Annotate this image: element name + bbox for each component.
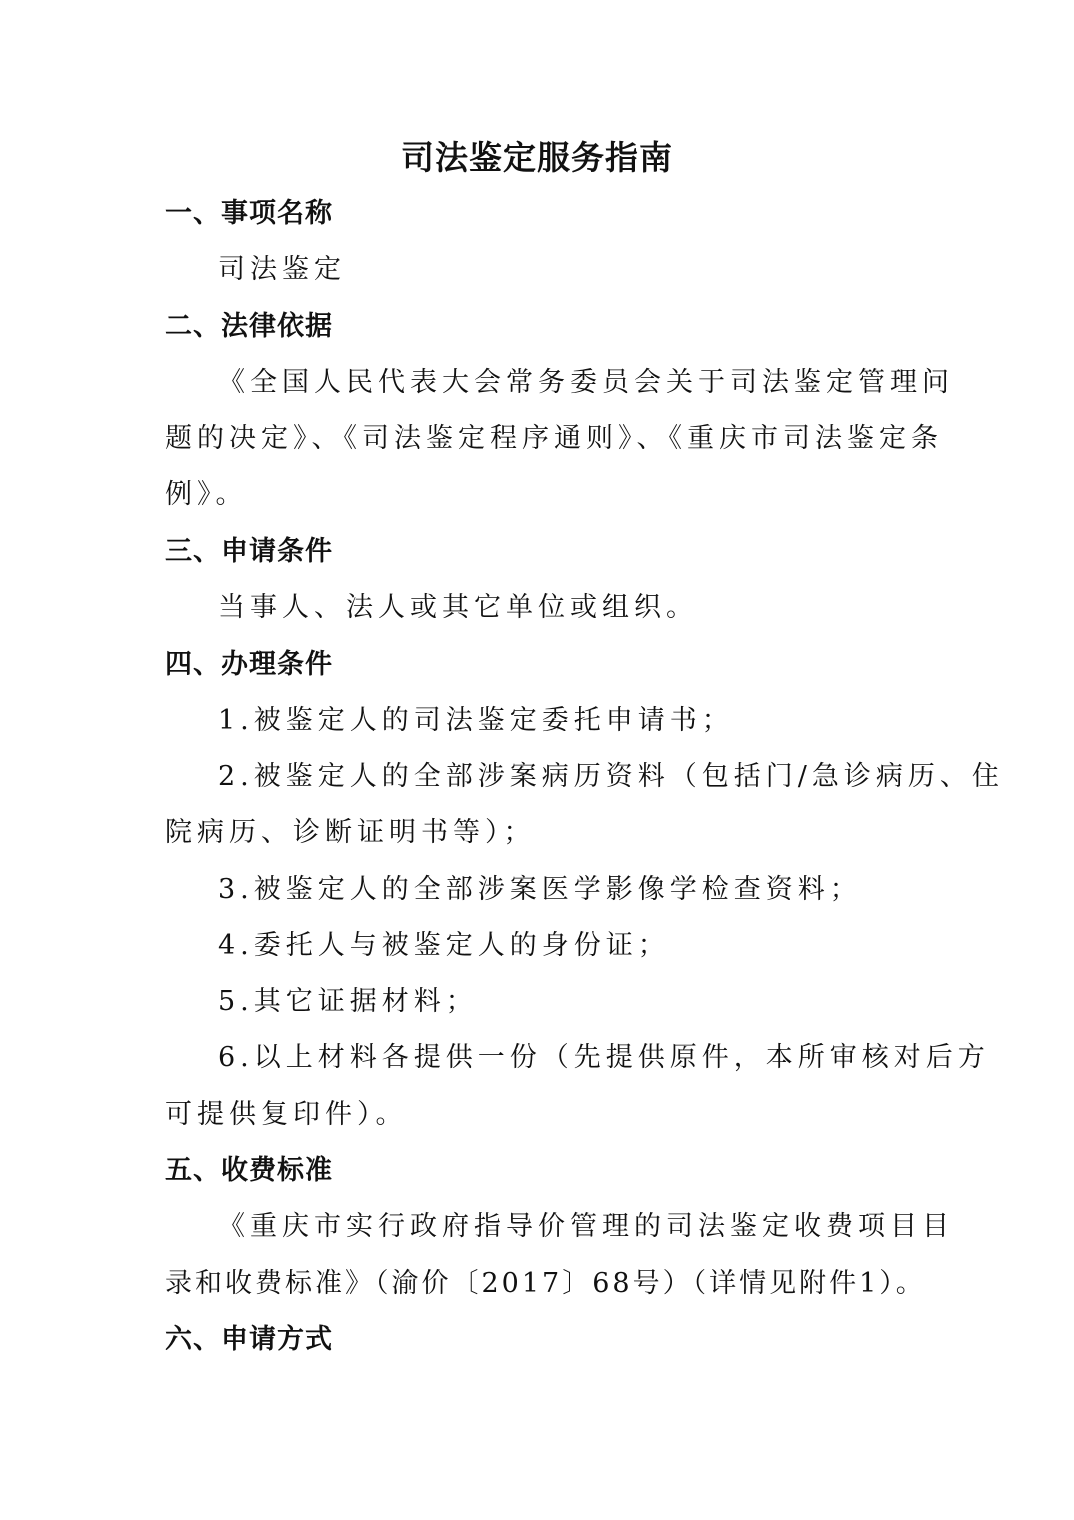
section-heading: 三、申请条件: [165, 536, 333, 567]
list-item: 1.被鉴定人的司法鉴定委托申请书；: [218, 705, 734, 736]
list-item: 4.委托人与被鉴定人的身份证；: [218, 930, 670, 961]
list-item: 5.其它证据材料；: [218, 986, 478, 1017]
paragraph-line: 当事人、法人或其它单位或组织。: [218, 592, 698, 623]
section-heading: 一、事项名称: [165, 198, 333, 229]
paragraph-line: 《重庆市实行政府指导价管理的司法鉴定收费项目目: [218, 1211, 954, 1242]
document-title: 司法鉴定服务指南: [401, 138, 673, 177]
section-heading: 二、法律依据: [165, 311, 333, 342]
list-item: 6.以上材料各提供一份（先提供原件，本所审核对后方: [218, 1042, 990, 1073]
section-heading: 五、收费标准: [165, 1155, 333, 1186]
paragraph-line: 题的决定》、《司法鉴定程序通则》、《重庆市司法鉴定条: [165, 423, 943, 454]
paragraph-line: 例》。: [165, 479, 248, 510]
paragraph-line: 录和收费标准》（渝价〔2017〕68号）（详情见附件1）。: [165, 1268, 926, 1299]
list-item: 3.被鉴定人的全部涉案医学影像学检查资料；: [218, 874, 862, 905]
section-heading: 四、办理条件: [165, 649, 333, 680]
paragraph-line: 司法鉴定: [218, 254, 346, 285]
list-item-continuation: 院病历、诊断证明书等）；: [165, 817, 536, 848]
list-item-continuation: 可提供复印件）。: [165, 1099, 408, 1130]
section-heading: 六、申请方式: [165, 1324, 333, 1355]
list-item: 2.被鉴定人的全部涉案病历资料（包括门/急诊病历、住: [218, 761, 1004, 792]
paragraph-line: 《全国人民代表大会常务委员会关于司法鉴定管理问: [218, 367, 954, 398]
